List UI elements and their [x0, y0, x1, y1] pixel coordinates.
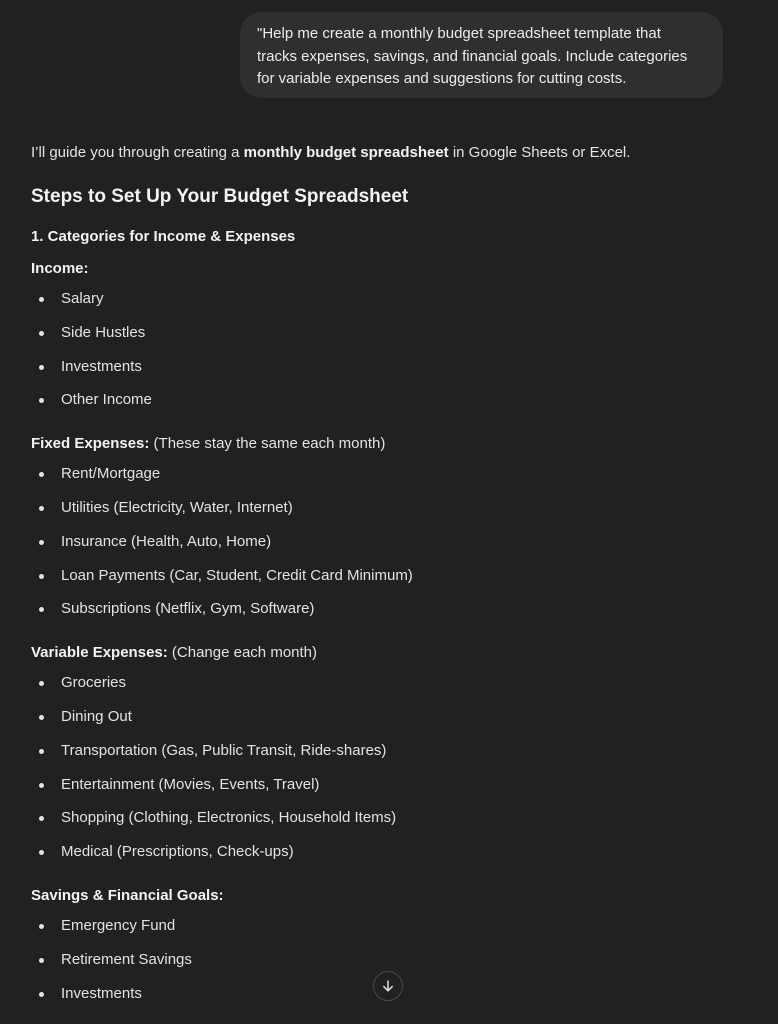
list-item	[31, 915, 751, 949]
list-item-text: Rent/Mortgage	[61, 465, 161, 483]
bullet-icon	[39, 715, 44, 720]
income-list	[31, 288, 751, 423]
category-note: (Change each month)	[167, 644, 318, 662]
user-message-bubble	[240, 12, 723, 98]
bullet-icon	[39, 472, 44, 477]
bullet-icon	[39, 749, 44, 754]
list-item-text: Shopping (Clothing, Electronics, Household Items)	[61, 809, 397, 827]
list-item-text: Other Income	[61, 391, 152, 409]
list-item-text: Medical (Prescriptions, Check-ups)	[61, 843, 294, 861]
bullet-icon	[39, 365, 44, 370]
list-item-text: Insurance (Health, Auto, Home)	[61, 532, 272, 550]
list-item-text: Transportation (Gas, Public Transit, Ride-shares)	[61, 741, 387, 759]
bullet-icon	[39, 297, 44, 302]
list-item	[31, 774, 751, 808]
list-item	[31, 672, 751, 706]
list-item	[31, 598, 751, 632]
intro-bold-text: monthly budget spreadsheet	[243, 144, 449, 161]
bullet-icon	[39, 958, 44, 963]
category-title: Variable Expenses:	[31, 644, 168, 662]
list-item-text: Utilities (Electricity, Water, Internet)	[61, 498, 293, 516]
category-label-savings-goals	[31, 885, 751, 907]
list-item-text: Dining Out	[61, 707, 132, 725]
category-title: Fixed Expenses:	[31, 435, 150, 453]
bullet-icon	[39, 331, 44, 336]
intro-text: I’ll guide you through creating a	[31, 144, 244, 161]
list-item-text: Investments	[61, 357, 142, 375]
list-item-text: Retirement Savings	[61, 950, 192, 968]
bullet-icon	[39, 992, 44, 997]
section-heading: Steps to Set Up Your Budget Spreadsheet	[31, 186, 409, 207]
fixed-expenses-list	[31, 463, 751, 632]
category-note: (These stay the same each month)	[149, 435, 386, 453]
bullet-icon	[39, 398, 44, 403]
list-item-text: Subscriptions (Netflix, Gym, Software)	[61, 600, 315, 618]
bullet-icon	[39, 816, 44, 821]
scroll-to-bottom-button[interactable]	[373, 971, 403, 1001]
category-label-income	[31, 258, 751, 280]
assistant-intro	[31, 142, 751, 164]
category-label-variable-expenses	[31, 642, 751, 664]
list-item	[31, 531, 751, 565]
category-title: Income:	[31, 260, 89, 277]
subsection-heading: 1. Categories for Income & Expenses	[31, 228, 296, 245]
list-item	[31, 565, 751, 599]
bullet-icon	[39, 850, 44, 855]
assistant-message	[31, 142, 751, 1016]
bullet-icon	[39, 506, 44, 511]
arrow-down-icon	[381, 979, 395, 993]
list-item	[31, 322, 751, 356]
list-item	[31, 497, 751, 531]
list-item-text: Salary	[61, 290, 104, 307]
bullet-icon	[39, 607, 44, 612]
bullet-icon	[39, 924, 44, 929]
user-message-text: "Help me create a monthly budget spreadsheet template that tracks expenses, savings, and financial goals. Include categories for variable expenses and suggestions for cutting costs.	[257, 25, 688, 87]
list-item	[31, 740, 751, 774]
list-item	[31, 463, 751, 497]
bullet-icon	[39, 783, 44, 788]
list-item-text: Groceries	[61, 674, 127, 692]
savings-goals-list	[31, 915, 751, 1016]
list-item	[31, 807, 751, 841]
bullet-icon	[39, 574, 44, 579]
list-item	[31, 288, 751, 322]
list-item	[31, 356, 751, 390]
list-item-text: Investments	[61, 984, 142, 1002]
list-item-text: Entertainment (Movies, Events, Travel)	[61, 775, 320, 793]
bullet-icon	[39, 540, 44, 545]
category-title: Savings & Financial Goals:	[31, 886, 224, 904]
list-item-text: Loan Payments (Car, Student, Credit Card Minimum)	[61, 566, 413, 584]
category-label-fixed-expenses	[31, 433, 751, 455]
bullet-icon	[39, 681, 44, 686]
list-item-text: Side Hustles	[61, 323, 146, 341]
list-item	[31, 706, 751, 740]
list-item	[31, 389, 751, 423]
intro-text-suffix: in Google Sheets or Excel.	[448, 144, 631, 161]
list-item	[31, 841, 751, 875]
variable-expenses-list	[31, 672, 751, 875]
list-item-text: Emergency Fund	[61, 916, 176, 934]
